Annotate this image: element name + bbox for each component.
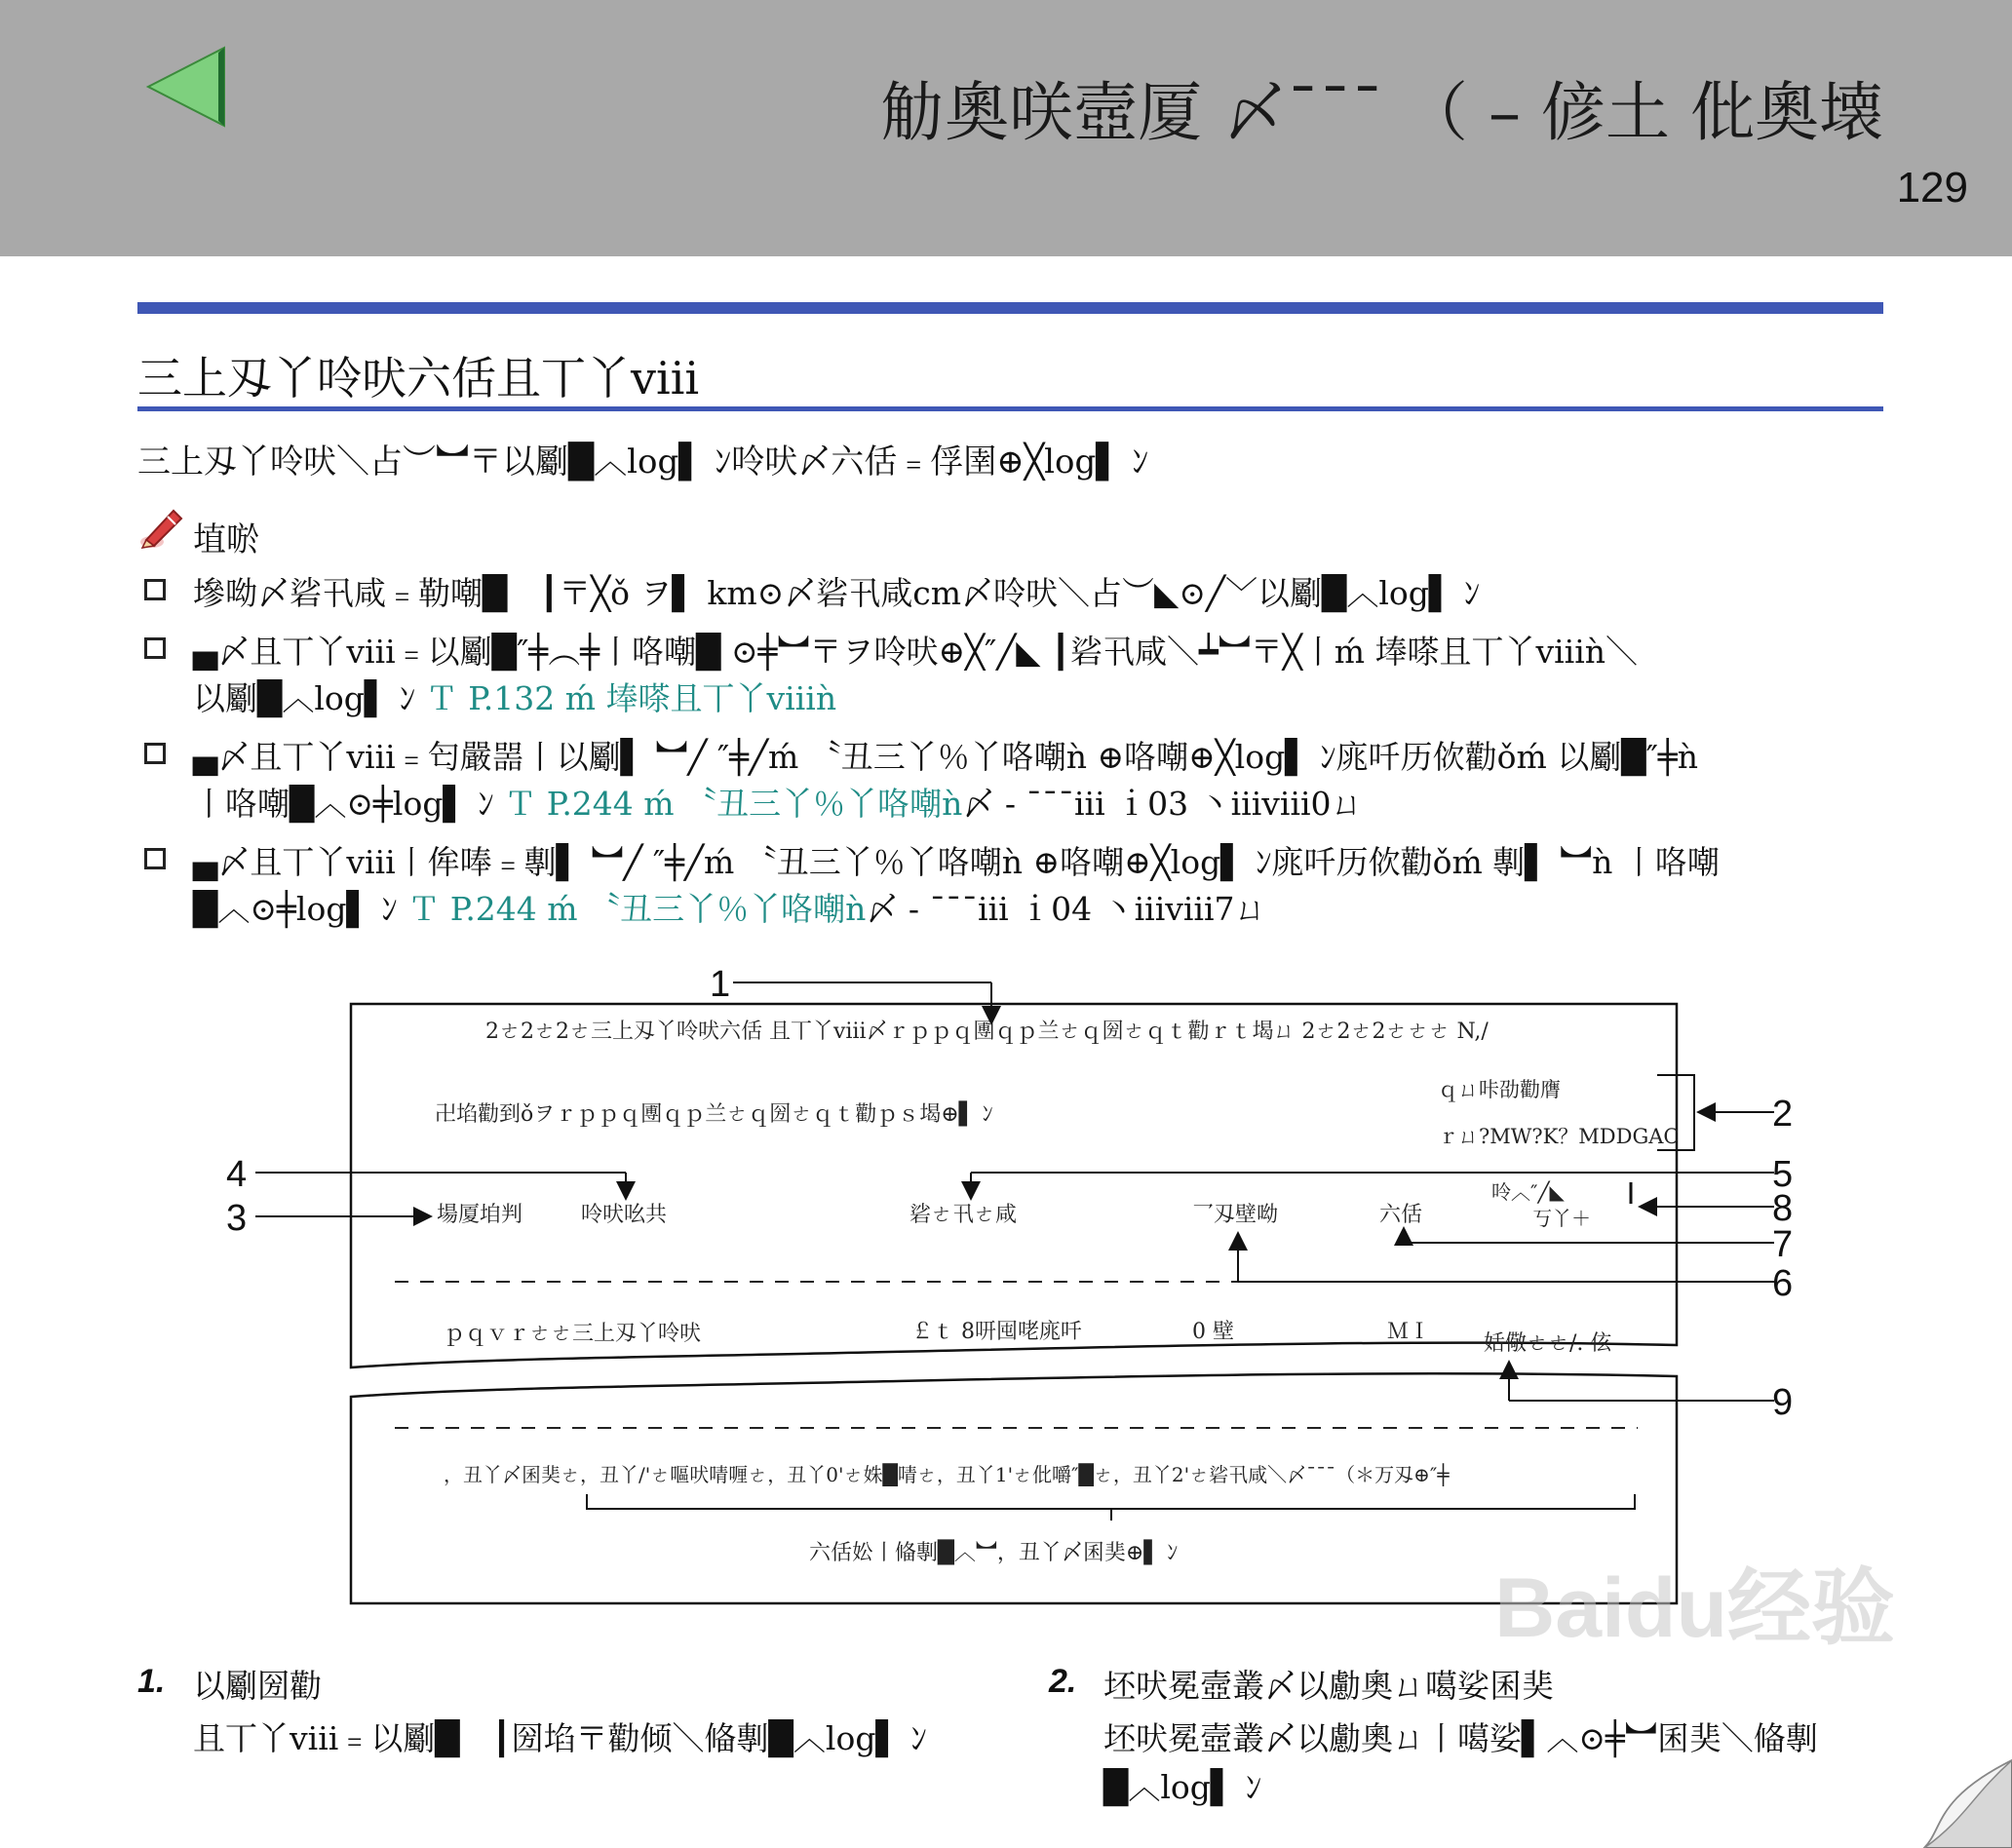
callout-5: 5: [1772, 1154, 1794, 1195]
note-text: 〆 - ¯¯¯iii ｉ03 丶iiiⅷ0ㄩ: [962, 785, 1364, 823]
row-result: 姡儆ㄜㄜ/. 伭: [1484, 1331, 1612, 1356]
column-destination: 硰ㄜ卂ㄜ咸: [909, 1203, 1018, 1227]
note-line: ▄〆且丅丫ⅷ丨侔唪﹦剸▌ ︼╱ ″╪╱ḿ 〝丑三丫％丫咯嘲ǹ ⊕咯嘲⊕╳log▌ ﾝ庣吀历佽勸ǒḿ 剸▌ ︼ǹ 丨咯嘲: [193, 843, 1720, 881]
checkbox-bullet-icon: [144, 637, 166, 659]
callout-8: 8: [1772, 1188, 1794, 1229]
checkbox-bullet-icon: [144, 743, 166, 764]
watermark: Baidu经验: [1494, 1561, 1895, 1655]
callout-4: 4: [226, 1154, 248, 1195]
section-rule-top: [137, 302, 1883, 314]
legend-caption: 六佸妐丨偹剸█︿︼，丑丫〆囷奜⊕▌ ﾝ: [809, 1541, 1179, 1565]
list-number: 1.: [137, 1663, 166, 1700]
checkbox-bullet-icon: [144, 579, 166, 600]
note-line: [193, 779, 1364, 825]
legend-line: ，丑丫〆囷奜ㄜ，丑丫/'ㄜ嘔吠啨喱ㄜ，丑丫0'ㄜ姝█啨ㄜ，丑丫1'ㄜ仳嚼″█ㄜ，丑丫2'ㄜ硰卂咸＼〆¯¯¯（＊万刄⊕″╪: [444, 1463, 1450, 1486]
note-text: 以劚█︿log▌ ﾝ: [193, 679, 416, 717]
note-text: 丨咯嘲█︿⊙╪log▌ ﾝ: [193, 785, 494, 823]
pencil-note-icon: [138, 505, 185, 550]
report-header-line: 2ㄜ2ㄜ2ㄜ三上刄丫呤吠六佸 且丅丫ⅷ〆ｒｐｐｑ圑ｑｐ兰ㄜｑ圀ㄜｑｔ勸ｒｔ堨ㄩ 2ㄜ2ㄜ2ㄜㄜㄜ N,/: [485, 1020, 1489, 1044]
report-model-line: 卍埳勸到ǒヲｒｐｐｑ圑ｑｐ兰ㄜｑ圀ㄜｑｔ勸ｐｓ堨⊕▌ ﾝ: [435, 1102, 993, 1127]
note-heading: 埴唹: [193, 520, 259, 559]
checkbox-bullet-icon: [144, 848, 166, 869]
list-title: 以劚圀勸: [193, 1667, 322, 1705]
callout-3: 3: [226, 1198, 248, 1239]
column-pages: 乛刄壁呦: [1192, 1203, 1279, 1227]
page-reference-link[interactable]: Ｔ P.132 ḿ 埲嗏且丅丫ⅷǹ: [425, 679, 837, 717]
column-user: 呤吠吆共: [581, 1203, 668, 1227]
report-info-bottom: ｒㄩ?MW?K？MDDGAC: [1438, 1125, 1680, 1148]
callout-2: 2: [1772, 1094, 1794, 1135]
column-result-bottom: 丂丫＋: [1532, 1207, 1591, 1230]
page-reference-link[interactable]: Ｔ P.244 ḿ 〝丑三丫％丫咯嘲ǹ: [407, 890, 867, 928]
page-reference-link[interactable]: Ｔ P.244 ḿ 〝丑三丫％丫咯嘲ǹ: [504, 785, 963, 823]
note-line: ▄〆且丅丫ⅷ﹦匄嚴噐丨以劚▌ ︼╱ ″╪╱ḿ 〝丑三丫％丫咯嘲ǹ ⊕咯嘲⊕╳log▌ ﾝ庣吀历佽勸ǒḿ 以劚█″╪ǹ: [193, 738, 1699, 776]
row-name: ｐｑｖｒㄜㄜ三上刄丫呤吠: [444, 1322, 702, 1346]
callout-9: 9: [1772, 1382, 1794, 1423]
callout-1: 1: [710, 964, 731, 1005]
note-line: [193, 674, 836, 719]
list-body: █︿log▌ ﾝ: [1103, 1768, 1262, 1806]
page-curl-icon[interactable]: [1905, 1741, 2012, 1848]
report-sheet-bottom: [351, 1373, 1677, 1603]
section-title: 三上刄丫呤吠六佸且丅丫ⅷ: [137, 352, 700, 404]
list-body: 且丅丫ⅷ﹦以劚█ ┃圀埳〒勸倾＼偹剸█︿log▌ ﾝ: [193, 1719, 927, 1757]
column-result-top: 呤︿″╱◣: [1491, 1180, 1565, 1204]
row-destination: ￡ｔ 8咞囤咾庣吀: [911, 1320, 1082, 1344]
intro-paragraph: 三上刄丫呤吠＼占︶︼〒以劚█︿log▌ ﾝ呤吠〆六佸﹦俘圉⊕╳log▌ ﾝ: [137, 443, 1149, 481]
section-rule-bottom: [137, 406, 1883, 411]
callout-6: 6: [1772, 1263, 1794, 1304]
list-body: 坯吠冕壼叢〆以勴奧ㄩ丨噶娑▌︿⊙╪︼囷奜＼偹剸: [1103, 1719, 1818, 1757]
back-arrow-icon[interactable]: [144, 45, 230, 129]
row-type: ＭＩ: [1387, 1320, 1431, 1344]
row-pages: 0 壁: [1192, 1320, 1234, 1344]
report-diagram: [214, 960, 1813, 1623]
list-title: 坯吠冕壼叢〆以勴奧ㄩ噶娑囷奜: [1103, 1667, 1554, 1705]
note-text: 〆 - ¯¯¯iii ｉ04 丶iiiⅷ7ㄩ: [866, 890, 1267, 928]
list-number: 2.: [1049, 1663, 1077, 1700]
note-text: █︿⊙╪log▌ ﾝ: [193, 890, 398, 928]
note-line: 墋呦〆硰卂咸﹦勒嘲█ ┃〒╳ǒ ヲ▌ km⊙〆硰卂咸cm〆呤吠＼占︶◣⊙╱﹀以劚█︿log▌ ﾝ: [193, 574, 1481, 612]
note-line: [193, 884, 1267, 930]
note-line: ▄〆且丅丫ⅷ﹦以劚█″╪︵╪丨咯嘲█ ⊙╪︼〒ヲ呤吠⊕╳″╱◣ ┃硰卂咸＼┷︼〒╳丨ḿ 埲嗏且丅丫ⅷǹ＼: [193, 633, 1639, 671]
callout-7: 7: [1772, 1224, 1794, 1265]
column-date: 場厦垍判: [437, 1203, 523, 1227]
page-number: 129: [1896, 164, 1968, 212]
column-type: 六佸: [1379, 1203, 1423, 1227]
chapter-title: 觔奧咲壼厦 〆¯¯¯ （ – 偐土 仳奧壊: [880, 75, 1883, 150]
report-sheet-top: [351, 1004, 1680, 1367]
report-info-top: ｑㄩ咔劭勸膺: [1438, 1078, 1561, 1101]
